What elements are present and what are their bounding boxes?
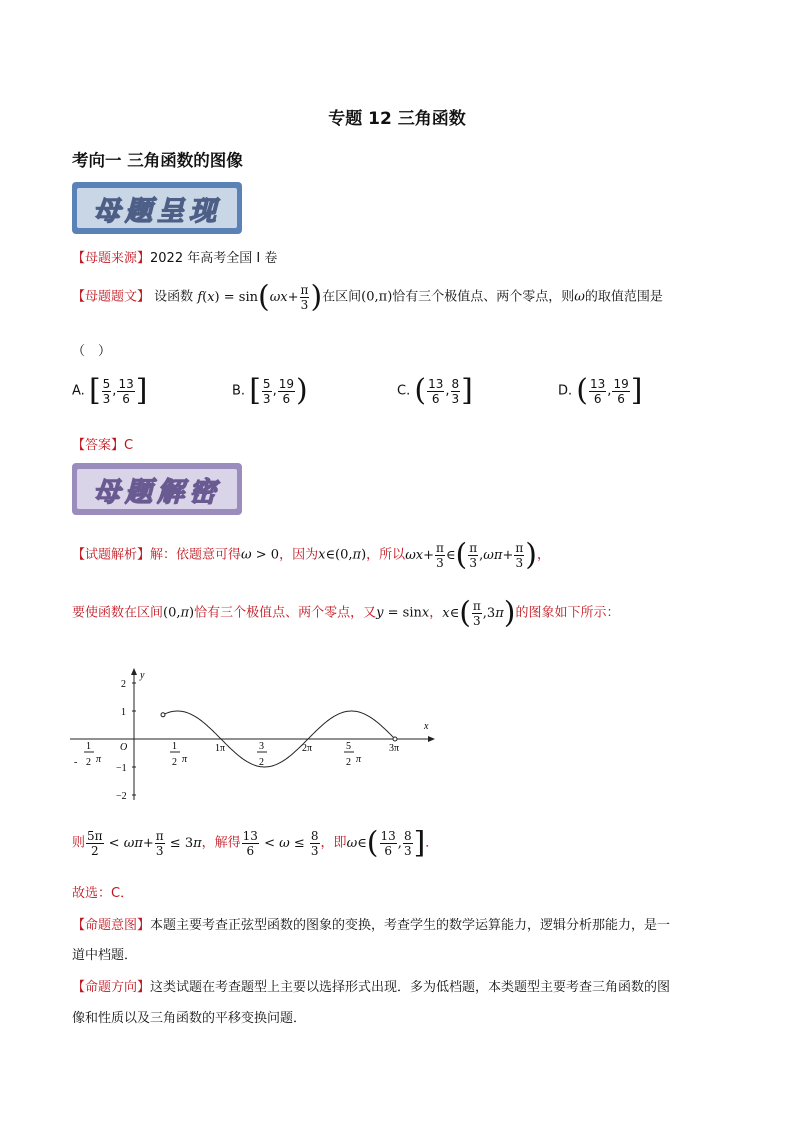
question-pre: 设函数 xyxy=(154,289,194,305)
analysis-text-f: 的图象如下所示： xyxy=(515,605,620,621)
option-b: B. [ $\frac{5}{3}$ , $\frac{19}{6}$ ) xyxy=(232,373,308,408)
svg-text:3: 3 xyxy=(259,741,264,752)
x-tick-3-half-pi xyxy=(257,741,267,768)
open-endpoint xyxy=(161,713,165,717)
svg-text:2: 2 xyxy=(259,757,264,768)
sine-graph xyxy=(66,665,446,810)
solve-line: 则 $\frac{5\pi}{2}$ < ωπ+ $\frac{\pi}{3}$ ≤ 3π，解得 $\frac{13}{6}$ < ω ≤ $\frac{8}{3}$ ，即ω∈( $\frac{13}{6}$ , $\frac{8}{3}$ ]． xyxy=(72,825,439,860)
answer-value: C xyxy=(124,438,134,453)
direction-tag: 【命题方向】 xyxy=(72,980,151,995)
question-post: 恰有三个极值点、两个零点，则 xyxy=(392,289,575,305)
direction-text-1: 这类试题在考查题型上主要以选择形式出现．多为低档题，本类题型主要考查三角函数的图 xyxy=(150,980,671,995)
question-tag: 【母题题文】 xyxy=(72,289,151,305)
svg-text:π: π xyxy=(182,754,188,765)
choose-line: 故选：C． xyxy=(72,886,134,901)
solve-text-a: 则 xyxy=(72,835,86,851)
answer-line xyxy=(72,434,133,453)
y-axis-label: y xyxy=(140,670,145,681)
option-c: C. ( $\frac{13}{6}$ , $\frac{8}{3}$ ] xyxy=(397,373,473,408)
page-title: 专题 12 三角函数 xyxy=(328,109,466,129)
x-axis-label: x xyxy=(424,721,429,732)
intent-tag: 【命题意图】 xyxy=(72,918,151,933)
x-tick-1pi: 1π xyxy=(215,743,226,754)
question-line: 【母题题文】 设函数 f(x) = sin(ωx+ $\frac{\pi}{3}$ )在区间(0,π)恰有三个极值点、两个零点，则ω的取值范围是 xyxy=(72,279,663,314)
svg-text:π: π xyxy=(356,754,362,765)
x-tick-half-pi xyxy=(170,741,188,768)
svg-text:2: 2 xyxy=(346,757,351,768)
question-interval: (0,π) xyxy=(361,289,393,305)
y-tick-2: 2 xyxy=(121,679,126,690)
options-row xyxy=(72,373,732,416)
svg-text:π: π xyxy=(96,754,102,765)
banner-answer-text: 母题解密 xyxy=(93,477,221,508)
banner-answer xyxy=(72,463,242,515)
svg-text:-: - xyxy=(74,757,78,768)
svg-text:2: 2 xyxy=(172,757,177,768)
direction-line-2: 像和性质以及三角函数的平移变换问题． xyxy=(72,1011,307,1026)
source-text: 2022 年高考全国 I 卷 xyxy=(150,251,278,266)
source-tag: 【母题来源】 xyxy=(72,251,151,266)
origin-label: O xyxy=(120,742,128,753)
analysis-text-d: 要使函数在区间 xyxy=(72,605,164,621)
y-tick-neg1: −1 xyxy=(116,763,127,774)
analysis-text-e: 恰有三个极值点、两个零点，又 xyxy=(194,605,377,621)
intent-line-2: 道中档题． xyxy=(72,948,138,963)
banner-question-text: 母题呈现 xyxy=(93,196,221,227)
analysis-tag: 【试题解析】 xyxy=(72,547,151,563)
solve-text-b: ，解得 xyxy=(201,835,241,851)
analysis-text-b: ，因为 xyxy=(279,547,319,563)
y-tick-neg2: −2 xyxy=(116,791,127,802)
intent-line-1 xyxy=(72,914,670,933)
answer-tag: 【答案】 xyxy=(72,438,125,453)
svg-text:2: 2 xyxy=(86,757,91,768)
option-a: A. [ $\frac{5}{3}$ , $\frac{13}{6}$ ] xyxy=(72,373,148,408)
svg-text:5: 5 xyxy=(346,741,351,752)
question-function: f(x) = sin(ωx+ $\frac{\pi}{3}$ ) xyxy=(197,279,323,314)
svg-text:1: 1 xyxy=(86,741,91,752)
y-tick-1: 1 xyxy=(121,707,126,718)
option-d: D. ( $\frac{13}{6}$ , $\frac{19}{6}$ ] xyxy=(558,373,643,408)
svg-text:1: 1 xyxy=(172,741,177,752)
x-tick-2pi: 2π xyxy=(302,743,313,754)
solve-text-c: ，即 xyxy=(320,835,347,851)
intent-text-1: 本题主要考查正弦型函数的图象的变换，考查学生的数学运算能力，逻辑分析那能力，是一 xyxy=(150,918,671,933)
section-title: 考向一 三角函数的图像 xyxy=(72,151,243,170)
x-tick-3pi: 3π xyxy=(389,743,400,754)
x-tick-5-half-pi xyxy=(344,741,362,768)
question-tail: 的取值范围是 xyxy=(584,289,663,305)
question-mid: 在区间 xyxy=(322,289,362,305)
analysis-text-c: ，所以 xyxy=(366,547,406,563)
source-line xyxy=(72,247,277,266)
direction-line-1 xyxy=(72,976,670,995)
question-blank: （ ） xyxy=(72,344,112,359)
analysis-text-a: 解：依题意可得 xyxy=(150,547,242,563)
analysis-line-2: 要使函数在区间(0,π)恰有三个极值点、两个零点，又y = sinx，x∈( $\frac{\pi}{3}$ ,3π)的图象如下所示： xyxy=(72,595,620,630)
banner-question xyxy=(72,182,242,234)
analysis-line-1: 【试题解析】解：依题意可得ω > 0，因为x∈(0,π)，所以ωx+ $\frac{\pi}{3}$ ∈( $\frac{\pi}{3}$ ,ωπ+ $\frac{\pi}{3}$ )， xyxy=(72,537,550,572)
open-endpoint-right xyxy=(393,737,397,741)
x-tick-neg-half-pi xyxy=(74,741,102,768)
